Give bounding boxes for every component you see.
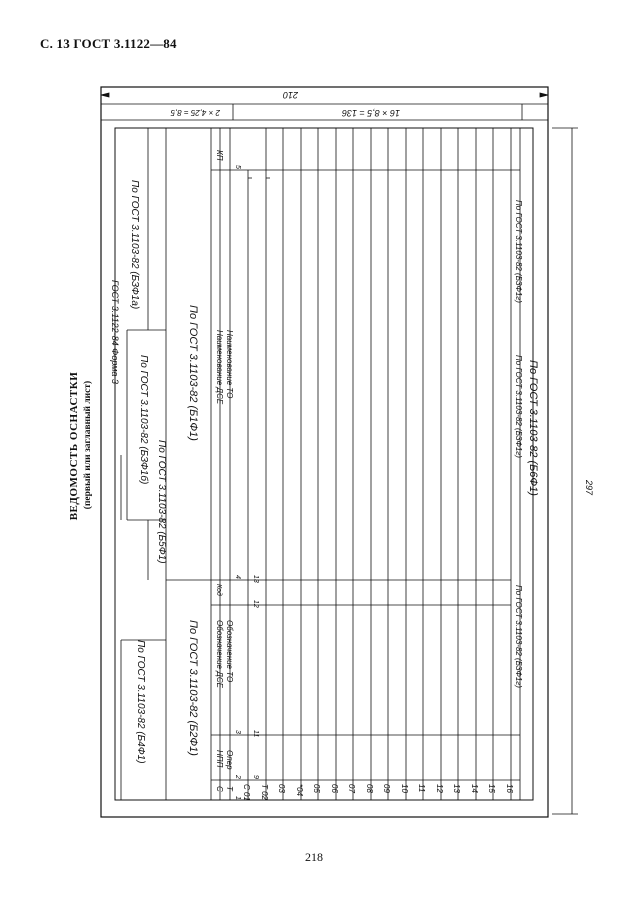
row-label-16: 16 (505, 784, 514, 793)
col-num-12: 12 (252, 600, 259, 608)
header-oboz-dse: Обозначение ДСЕ (215, 620, 224, 688)
col-num-13: 13 (252, 575, 259, 583)
col-num-9: 9 (252, 775, 259, 779)
block-b3f1g-mid: По ГОСТ 3.1103-82 (БЗФ1г) (514, 355, 523, 458)
row-label-04: *04 (295, 784, 304, 797)
document-title: ВЕДОМОСТЬ ОСНАСТКИ (68, 371, 80, 521)
header-npp: НПП (215, 750, 224, 768)
col-num-1: 1 (234, 796, 241, 800)
form-label: ГОСТ 3.1122-84 Форма 3 (110, 280, 120, 384)
row-label-05: 05 (312, 784, 321, 793)
dim-width: 210 (282, 90, 298, 100)
header-c: С (215, 786, 224, 792)
page-header: С. 13 ГОСТ 3.1122—84 (40, 36, 177, 51)
header-oper: Опер (225, 750, 234, 770)
row-label-12: 12 (435, 784, 444, 793)
row-label-01: С 01 (242, 784, 251, 801)
block-b3f1g-right: По ГОСТ 3.1103-82 (БЗФ1г) (514, 200, 523, 303)
block-b2f1: По ГОСТ 3.1103-82 (Б2Ф1) (187, 620, 199, 756)
col-num-11: 11 (252, 730, 259, 738)
row-label-03: 03 (277, 784, 286, 793)
dim-height: 297 (584, 480, 594, 496)
block-b6f1: По ГОСТ 3.1103-82 (Б6Ф1) (527, 360, 539, 496)
header-kod: Код (215, 584, 222, 596)
header-naim-dse: Наименование ДСЕ (215, 330, 224, 405)
col-num-2: 2 (234, 775, 241, 779)
block-b3f1a: По ГОСТ 3.1103-82 (БЗФ1а) (129, 180, 140, 310)
row-label-09: 09 (382, 784, 391, 793)
page-number: 218 (305, 850, 323, 864)
header-oboz-to: Обозначение ТО (225, 620, 234, 683)
block-b3f1g-left: По ГОСТ 3.1103-82 (БЗФ1г) (514, 585, 523, 688)
dim-rows: 16 × 8,5 = 136 (341, 108, 400, 118)
header-naim-to: Наименование ТО (225, 330, 234, 399)
row-label-15: 15 (487, 784, 496, 793)
block-b3f1b: По ГОСТ 3.1103-82 (БЗФ1б) (138, 355, 149, 485)
form-frame (101, 87, 548, 817)
block-b4f1: По ГОСТ 3.1103-82 (Б4Ф1) (135, 640, 146, 764)
header-t: Т (225, 786, 234, 791)
row-label-11: 11 (417, 784, 426, 793)
row-label-10: 10 (400, 784, 409, 793)
row-label-02: Т 02 (260, 784, 269, 801)
col-num-4: 4 (234, 575, 241, 579)
col-num-5: 5 (234, 165, 241, 169)
col-num-3: 3 (234, 730, 241, 734)
row-label-08: 08 (365, 784, 374, 793)
header-kp: КП (215, 150, 224, 161)
row-label-14: 14 (470, 784, 479, 793)
block-b5f1: По ГОСТ 3.1103-82 (Б5Ф1) (156, 440, 167, 564)
row-label-07: 07 (347, 784, 356, 793)
row-label-13: 13 (452, 784, 461, 793)
dim-top: 2 × 4,25 = 8,5 (170, 108, 220, 117)
block-b1f1: По ГОСТ 3.1103-82 (Б1Ф1) (187, 305, 199, 441)
row-label-06: 06 (330, 784, 339, 793)
document-subtitle: (первый или заглавный лист) (83, 380, 93, 510)
